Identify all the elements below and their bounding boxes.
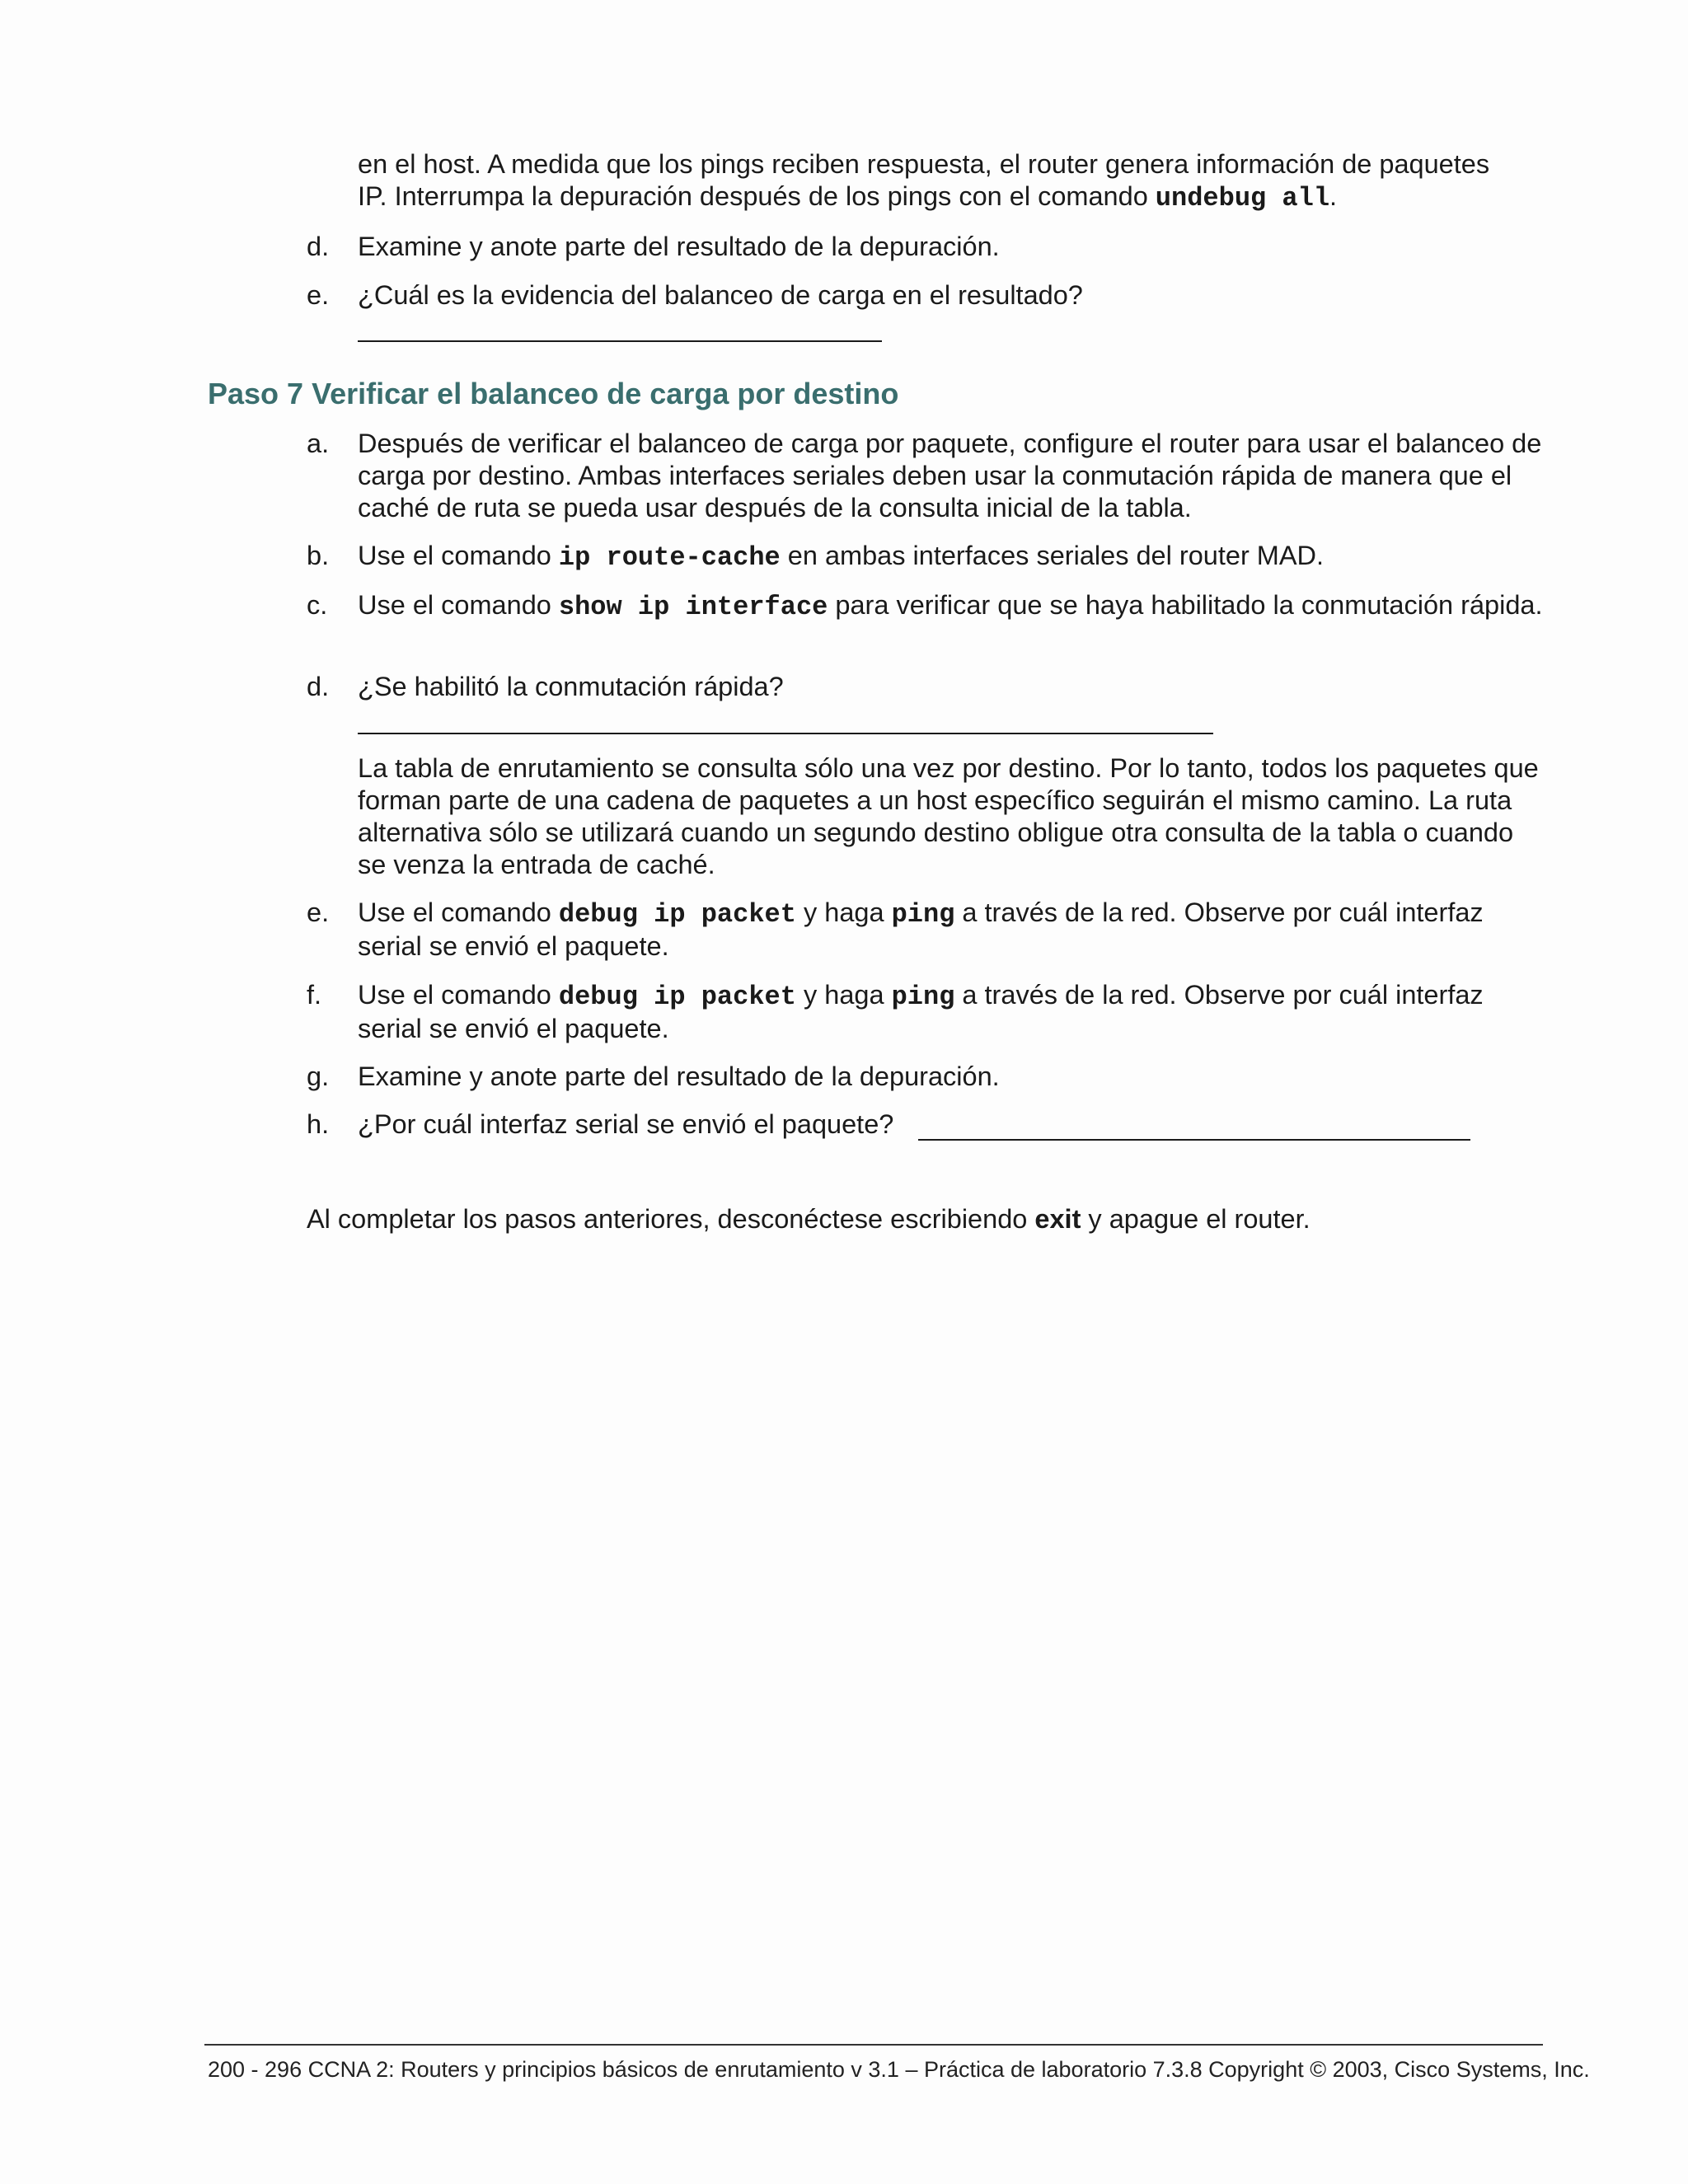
closing-paragraph: Al completar los pasos anteriores, desconéctese escribiendo exit y apague el router. xyxy=(307,1204,1311,1234)
intro-line-1: en el host. A medida que los pings reciben respuesta, el router genera información de paquetes xyxy=(358,149,1490,179)
step-7-note: La tabla de enrutamiento se consulta sólo una vez por destino. Por lo tanto, todos los paquetes que forman parte de una cadena de paquetes a un host específico seguirán el mismo camino. La ruta alternativa sólo se utilizará cuando un segundo destino obligue otra consulta de la tabla o cuando se venza la entrada de caché. xyxy=(358,753,1539,879)
command-exit: exit xyxy=(1034,1204,1081,1234)
intro-paragraph xyxy=(358,148,1545,214)
command-debug-ip-packet: debug ip packet xyxy=(558,982,796,1012)
command-ping: ping xyxy=(891,899,955,930)
command-debug-ip-packet: debug ip packet xyxy=(558,899,796,930)
intro-line-2: IP. Interrumpa la depuración después de los pings con el comando undebug all. xyxy=(358,181,1338,213)
command-ip-route-cache: ip route-cache xyxy=(558,542,781,573)
document-page: en el host. A medida que los pings reciben respuesta, el router genera información de paquetes IP. Interrumpa la depuración después de los pings con el comando undebug all. d. Examine y anote parte del resultado de la depuración. e. ¿Cuál es la evidencia del balanceo de carga en el resultado? Paso 7 Verificar el balanceo de carga por destino a. Después de verificar el balanceo de carga por paquete, configure el router para usar el balanceo de carga por destino. Ambas interfaces seriales deben usar la conmutación rápida de manera que el caché de ruta se pueda usar después de la consulta inicial de la tabla. b. Use el comando ip route-cache en ambas interfaces seriales del router MAD. c. Use el comando show ip interface para verificar que se haya habilitado la conmutación rápida. d. ¿Se habilitó la conmutación rápida? La tabla de enrutamiento se consulta sólo una vez por destino. Por lo tanto, todos los paquetes que forman parte de una cadena de paquetes a un host específico seguirán el mismo camino. La ruta alternativa sólo se utilizará cuando un segundo destino obligue otra consulta de la tabla o cuando se venza la entrada de caché. e. Use el comando debug ip packet y haga ping a través de la red. Observe por cuál interfaz serial se envió el paquete. f. Use el comando debug ip packet y haga ping a través de la red. Observe por cuál interfaz serial se envió el paquete. g. Examine y anote parte del resultado de la depuración. h. ¿Por cuál interfaz serial se envió el paquete? Al completar los pasos anteriores, desconéctese escribiendo exit y apague el router. 200 - 296 CCNA 2: Routers y principios básicos de enrutamiento v 3.1 – Práctica de laboratorio 7.3.8 Copyright © 2003, Cisco Systems, Inc. xyxy=(0,0,1688,2184)
command-ping: ping xyxy=(891,982,955,1012)
page-footer: 200 - 296 CCNA 2: Routers y principios básicos de enrutamiento v 3.1 – Práctica de laboratorio 7.3.8 Copyright © 2003, Cisco Systems, Inc. xyxy=(208,2057,1590,2082)
step-7-heading: Paso 7 Verificar el balanceo de carga por destino xyxy=(208,377,899,410)
command-undebug-all: undebug all xyxy=(1155,183,1330,213)
answer-blank-h[interactable] xyxy=(918,1139,1470,1141)
footer-divider xyxy=(204,2044,1543,2046)
command-show-ip-interface: show ip interface xyxy=(558,592,828,622)
answer-blank-d[interactable] xyxy=(358,733,1213,734)
answer-blank-e-prev[interactable] xyxy=(358,340,882,342)
